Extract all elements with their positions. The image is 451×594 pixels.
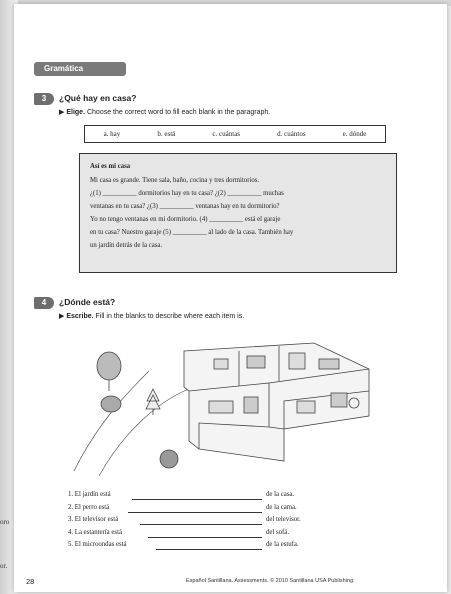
copyright-credit: Español Santillana. Assessments. © 2010 Santillana USA Publishing. [186,578,355,584]
paragraph-line: ¿(1) __________ dormitorios hay en tu casa? ¿(2) __________ muchas [90,190,284,197]
fill-in-prompt: 2. El perro está [68,503,110,511]
fill-in-prompt: 4. La estantería está [68,528,122,536]
instruction-verb: Escribe. [66,313,94,320]
fill-in-prompt: 5. El microondas está [68,541,127,548]
house-floor-plan-illustration [69,331,374,479]
fill-in-suffix: de la cama. [266,503,297,511]
background-text-fragment: oro [0,518,10,526]
page-number: 28 [26,577,35,586]
activity-title: ¿Dónde está? [59,297,116,307]
activity-title: ¿Qué hay en casa? [59,93,137,103]
activity-number: 4 [34,297,54,309]
section-header: Gramática [34,62,126,76]
word-choice: a. hay [103,130,121,138]
paragraph-box [79,153,397,273]
word-choice: e. dónde [342,130,367,138]
answer-blank[interactable] [132,499,262,500]
fill-in-suffix: de la casa. [266,491,295,498]
fill-in-prompt: 1. El jardín está [68,491,111,498]
word-bank [84,125,386,143]
word-choice: b. está [157,130,176,138]
paragraph-title: Así es mi casa [90,163,131,170]
activity-instructions [59,108,270,116]
fill-in-suffix: del sofá. [266,528,290,536]
paragraph-line: un jardín detrás de la casa. [90,242,163,249]
paragraph-line: Mi casa es grande. Tiene sala, baño, cocina y tres dormitorios. [90,177,260,184]
answer-blank[interactable] [128,512,262,513]
word-choice: c. cuántas [212,130,241,138]
instruction-verb: Elige. [66,109,86,116]
arrow-icon: ▶ [59,109,65,116]
paragraph-line: en tu casa? Nuestro garaje (5) __________ al lado de la casa. También hay [90,229,294,236]
workbook-page [14,4,447,592]
answer-blank[interactable] [140,524,262,525]
answer-blank[interactable] [156,549,262,550]
arrow-icon: ▶ [59,313,65,320]
activity-instructions [59,312,244,320]
paragraph-line: ventanas en tu casa? ¿(3) __________ ventanas hay en tu dormitorio? [90,203,280,210]
fill-in-suffix: de la estufa. [266,541,299,548]
fill-in-prompt: 3. El televisor está [68,516,119,523]
paragraph-line: Yo no tengo ventanas en mi dormitorio. (4) __________ está el garaje [90,216,281,223]
instruction-text: Choose the correct word to fill each blank in the paragraph. [86,109,271,116]
answer-blank[interactable] [148,537,262,538]
fill-in-suffix: del televisor. [266,516,301,523]
activity-number: 3 [34,93,54,105]
word-choice: d. cuántos [277,130,306,138]
instruction-text: Fill in the blanks to describe where each item is. [95,313,245,320]
background-text-fragment: or. [0,562,8,570]
